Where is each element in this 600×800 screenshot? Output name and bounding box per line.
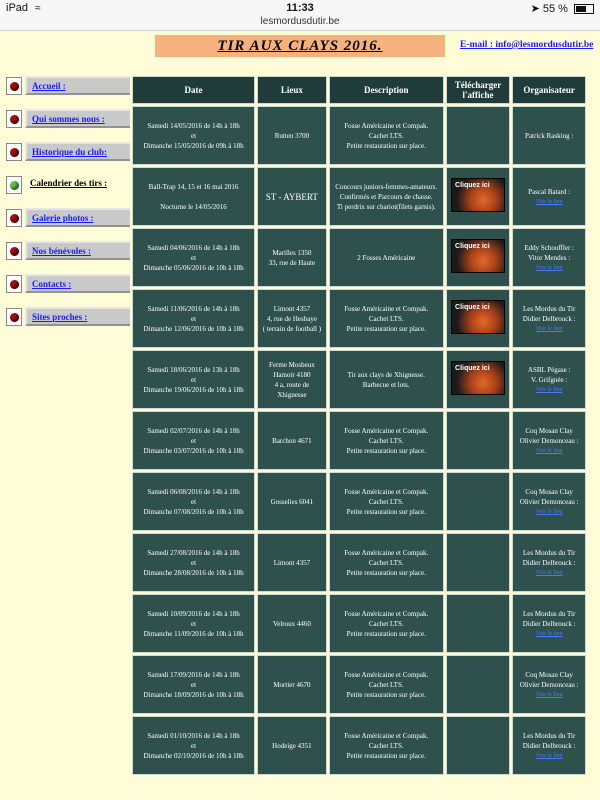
flyer-download-button[interactable] xyxy=(451,300,505,334)
status-right xyxy=(531,2,594,15)
table-header-row xyxy=(132,76,586,104)
cell-flyer xyxy=(446,350,511,409)
cell-date xyxy=(132,411,255,470)
table-row xyxy=(132,655,586,714)
header-lieux: Lieux xyxy=(257,76,327,104)
bullet-icon xyxy=(6,143,22,161)
cell-description-line: Fosse Américaine et Compak. xyxy=(344,121,429,130)
menu-item[interactable] xyxy=(6,208,130,231)
cell-description-line: Petite restauration sur place. xyxy=(346,568,426,577)
organizer-link[interactable]: Voir le lien xyxy=(535,447,563,454)
cell-description xyxy=(329,533,444,592)
organizer-link[interactable]: Voir le lien xyxy=(535,691,563,698)
cell-organisateur-line: Coq Mosan Clay xyxy=(525,670,573,679)
menu-item[interactable] xyxy=(6,142,130,165)
cell-organisateur-line: Olivier Demonceau : xyxy=(519,497,579,506)
events-table xyxy=(130,74,588,777)
table-body xyxy=(132,106,586,775)
table-row xyxy=(132,411,586,470)
cell-organisateur xyxy=(512,350,586,409)
cell-description xyxy=(329,228,444,287)
cell-organisateur xyxy=(512,411,586,470)
cell-description xyxy=(329,350,444,409)
cell-flyer xyxy=(446,716,511,775)
cell-organisateur-line: Eddy Schouffler : xyxy=(524,243,574,252)
cell-date-line: Samedi 01/10/2016 de 14h à 18h xyxy=(147,731,240,740)
flyer-label: Cliquez ici xyxy=(455,304,490,311)
cell-organisateur-line: Les Mordus du Tir xyxy=(522,731,576,740)
cell-date-line: Dimanche 07/08/2016 de 10h à 18h xyxy=(143,507,244,516)
page-title: TIR AUX CLAYS 2016. xyxy=(217,38,383,54)
cell-lieu xyxy=(257,594,327,653)
bullet-icon xyxy=(6,176,22,194)
cell-description xyxy=(329,106,444,165)
table-row xyxy=(132,716,586,775)
menu-link[interactable]: Accueil : xyxy=(25,76,133,95)
cell-organisateur xyxy=(512,472,586,531)
cell-date-line: et xyxy=(191,619,197,628)
cell-organisateur-line: Didier Delbrouck : xyxy=(522,314,576,323)
cell-organisateur-line: Les Mordus du Tir xyxy=(522,609,576,618)
table-row xyxy=(132,289,586,348)
menu-link[interactable]: Sites proches : xyxy=(25,307,133,326)
battery-percent: 55 % xyxy=(542,3,568,15)
organizer-link[interactable]: Voir le lien xyxy=(535,264,563,271)
cell-organisateur xyxy=(512,167,586,226)
cell-description xyxy=(329,655,444,714)
menu-item[interactable] xyxy=(6,274,130,297)
cell-date xyxy=(132,655,255,714)
cell-description-line: Confirmés et Parcours de chasse. xyxy=(339,192,433,201)
cell-description-line: Cachet LTS. xyxy=(368,680,404,689)
cell-date xyxy=(132,350,255,409)
menu-item[interactable] xyxy=(6,175,130,198)
cell-date-line: et xyxy=(191,558,197,567)
cell-date-line: Dimanche 05/06/2016 de 10h à 18h xyxy=(143,263,244,272)
header-download: Télécharger l'affiche xyxy=(446,76,511,104)
cell-organisateur-line: Les Mordus du Tir xyxy=(522,548,576,557)
cell-date xyxy=(132,289,255,348)
cell-description xyxy=(329,472,444,531)
cell-date xyxy=(132,167,255,226)
flyer-download-button[interactable] xyxy=(451,239,505,273)
clock: 11:33 xyxy=(286,2,314,14)
cell-date-line: Dimanche 03/07/2016 de 10h à 18h xyxy=(143,446,244,455)
cell-date-line: Samedi 14/05/2016 de 14h à 18h xyxy=(147,121,240,130)
cell-organisateur-line: Didier Delbrouck : xyxy=(522,741,576,750)
wifi-icon: ≈ xyxy=(35,3,41,14)
cell-date-line: Samedi 06/08/2016 de 14h à 18h xyxy=(147,487,240,496)
cell-date-line: Dimanche 15/05/2016 de 09h à 18h xyxy=(143,141,244,150)
cell-organisateur-line: Didier Delbrouck : xyxy=(522,558,576,567)
bullet-icon xyxy=(6,77,22,95)
cell-lieu xyxy=(257,716,327,775)
cell-organisateur xyxy=(512,594,586,653)
cell-description-line: Petite restauration sur place. xyxy=(346,507,426,516)
cell-lieu xyxy=(257,655,327,714)
cell-description xyxy=(329,289,444,348)
cell-flyer xyxy=(446,106,511,165)
header-description: Description xyxy=(329,76,444,104)
cell-lieu-line: Hodeige 4351 xyxy=(272,741,312,750)
bullet-icon xyxy=(6,275,22,293)
table-row xyxy=(132,167,586,226)
bullet-icon xyxy=(6,110,22,128)
menu-item[interactable] xyxy=(6,76,130,99)
email-link[interactable]: E-mail : info@lesmordusdutir.be xyxy=(460,40,594,50)
bullet-icon xyxy=(6,308,22,326)
cell-lieu-line: Xhignesse xyxy=(277,390,307,399)
cell-description-line: Cachet LTS. xyxy=(368,619,404,628)
cell-lieu-line: Hamoir 4180 xyxy=(273,370,311,379)
table-row xyxy=(132,106,586,165)
cell-flyer xyxy=(446,655,511,714)
cell-date-line: et xyxy=(191,314,197,323)
cell-date-line: Dimanche 02/10/2016 de 10h à 18h xyxy=(143,751,244,760)
cell-flyer xyxy=(446,411,511,470)
header-date: Date xyxy=(132,76,255,104)
table-row xyxy=(132,472,586,531)
cell-lieu-line: ST - AYBERT xyxy=(265,191,318,202)
cell-lieu xyxy=(257,167,327,226)
cell-date-line: Samedi 10/09/2016 de 14h à 18h xyxy=(147,609,240,618)
cell-organisateur-line: Pascal Batard : xyxy=(528,187,571,196)
cell-date-line: et xyxy=(191,680,197,689)
bullet-icon xyxy=(6,209,22,227)
cell-date xyxy=(132,716,255,775)
cell-lieu-line: Limont 4357 xyxy=(273,304,311,313)
cell-flyer xyxy=(446,472,511,531)
cell-description xyxy=(329,167,444,226)
address-bar[interactable]: lesmordusdutir.be xyxy=(260,16,340,27)
cell-organisateur-line: Coq Mosan Clay xyxy=(525,487,573,496)
header-organisateur: Organisateur xyxy=(512,76,586,104)
cell-lieu-line: Ferme Mosbeux xyxy=(269,360,315,369)
organizer-link[interactable]: Voir le lien xyxy=(535,386,563,393)
cell-organisateur xyxy=(512,106,586,165)
cell-lieu xyxy=(257,228,327,287)
cell-date-line: et xyxy=(191,497,197,506)
cell-date-line: Dimanche 11/09/2016 de 10h à 18h xyxy=(143,629,244,638)
cell-description-line: Barbecue et lots. xyxy=(362,380,410,389)
cell-lieu xyxy=(257,533,327,592)
cell-description-line: Cachet LTS. xyxy=(368,131,404,140)
side-menu xyxy=(6,76,130,340)
organizer-link[interactable]: Voir le lien xyxy=(535,508,563,515)
cell-lieu-line: Rutten 3700 xyxy=(274,131,310,140)
cell-date-line: et xyxy=(191,741,197,750)
cell-lieu-line: Limont 4357 xyxy=(273,558,311,567)
cell-date-line: Samedi 02/07/2016 de 14h à 18h xyxy=(147,426,240,435)
organizer-link[interactable]: Voir le lien xyxy=(535,569,563,576)
flyer-label: Cliquez ici xyxy=(455,365,490,372)
organizer-link[interactable]: Voir le lien xyxy=(535,752,563,759)
cell-date-line: Samedi 27/08/2016 de 14h à 18h xyxy=(147,548,240,557)
cell-organisateur xyxy=(512,228,586,287)
organizer-link[interactable]: Voir le lien xyxy=(535,630,563,637)
menu-link[interactable]: Contacts : xyxy=(25,274,133,293)
cell-flyer xyxy=(446,289,511,348)
flyer-download-button[interactable] xyxy=(451,178,505,212)
cell-description-line: Fosse Américaine et Compak. xyxy=(344,304,429,313)
cell-lieu-line: Barchon 4671 xyxy=(272,436,312,445)
cell-lieu xyxy=(257,289,327,348)
cell-description-line: Concours juniors-femmes-amateurs. xyxy=(335,182,438,191)
cell-flyer xyxy=(446,228,511,287)
cell-lieu-line: Marilles 1350 xyxy=(272,248,312,257)
cell-description-line: Cachet LTS. xyxy=(368,497,404,506)
menu-link[interactable]: Galerie photos : xyxy=(25,208,133,227)
cell-description-line: Petite restauration sur place. xyxy=(346,751,426,760)
cell-lieu-line: 4 a, route de xyxy=(274,380,310,389)
battery-icon xyxy=(574,4,594,14)
menu-link[interactable]: Historique du club: xyxy=(25,142,133,161)
table-row xyxy=(132,533,586,592)
cell-date-line xyxy=(136,192,251,202)
cell-description-line: Petite restauration sur place. xyxy=(346,324,426,333)
bullet-icon xyxy=(6,242,22,260)
cell-date-line: Samedi 18/06/2016 de 13h à 18h xyxy=(147,365,240,374)
cell-organisateur xyxy=(512,716,586,775)
cell-organisateur xyxy=(512,655,586,714)
cell-description-line: Ti perdrix sur chariot(filets garnis). xyxy=(336,202,436,211)
menu-link[interactable]: Nos bénévoles : xyxy=(25,241,133,260)
cell-lieu-line: ( terrain de football ) xyxy=(262,324,322,333)
menu-item[interactable] xyxy=(6,109,130,132)
cell-date-line: Samedi 04/06/2016 de 14h à 18h xyxy=(147,243,240,252)
cell-date-line: Dimanche 19/06/2016 de 10h à 18h xyxy=(143,385,244,394)
cell-date-line: Samedi 11/06/2016 de 14h à 18h xyxy=(147,304,240,313)
cell-organisateur-line: Vitor Mendes : xyxy=(528,253,571,262)
menu-link[interactable]: Calendrier des tirs : xyxy=(30,178,108,188)
table-row xyxy=(132,594,586,653)
cell-organisateur xyxy=(512,289,586,348)
flyer-label: Cliquez ici xyxy=(455,182,490,189)
cell-description-line: Fosse Américaine et Compak. xyxy=(344,426,429,435)
cell-flyer xyxy=(446,594,511,653)
menu-item[interactable] xyxy=(6,307,130,330)
cell-date xyxy=(132,533,255,592)
cell-organisateur-line: Les Mordus du Tir xyxy=(522,304,576,313)
organizer-link[interactable]: Voir le lien xyxy=(535,198,563,205)
device-name: iPad xyxy=(6,2,29,14)
cell-organisateur-line: V. Grifgnée : xyxy=(531,375,568,384)
cell-date-line: Dimanche 18/09/2016 de 10h à 18h xyxy=(143,690,244,699)
cell-date xyxy=(132,228,255,287)
cell-description-line: 2 Fosses Américaine xyxy=(357,253,416,262)
cell-organisateur xyxy=(512,533,586,592)
cell-date xyxy=(132,594,255,653)
cell-date-line: et xyxy=(191,436,197,445)
menu-link[interactable]: Qui sommes nous : xyxy=(25,109,133,128)
cell-description-line: Cachet LTS. xyxy=(368,314,404,323)
cell-description-line: Cachet LTS. xyxy=(368,741,404,750)
flyer-download-button[interactable] xyxy=(451,361,505,395)
cell-organisateur-line: Olivier Demonceau : xyxy=(519,680,579,689)
menu-item[interactable] xyxy=(6,241,130,264)
cell-description-line: Cachet LTS. xyxy=(368,558,404,567)
cell-description-line: Fosse Américaine et Compak. xyxy=(344,609,429,618)
cell-lieu xyxy=(257,411,327,470)
cell-description-line: Fosse Américaine et Compak. xyxy=(344,731,429,740)
cell-date xyxy=(132,472,255,531)
cell-organisateur-line: Patrick Rasking : xyxy=(525,131,574,140)
cell-description xyxy=(329,716,444,775)
cell-date-line: et xyxy=(191,375,197,384)
cell-lieu-line: Velroux 4460 xyxy=(272,619,311,628)
cell-description-line: Petite restauration sur place. xyxy=(346,141,426,150)
flyer-label: Cliquez ici xyxy=(455,243,490,250)
cell-description-line: Fosse Américaine et Compak. xyxy=(344,548,429,557)
cell-organisateur-line: ASBL Pégase : xyxy=(527,365,571,374)
cell-date xyxy=(132,106,255,165)
status-bar xyxy=(0,0,600,31)
cell-lieu-line: 33, rue de Haute xyxy=(268,258,316,267)
cell-organisateur-line: Coq Mosan Clay xyxy=(525,426,573,435)
table-row xyxy=(132,350,586,409)
cell-organisateur-line: Olivier Demonceau : xyxy=(519,436,579,445)
cell-lieu-line: 4, rue de Hesbaye xyxy=(266,314,317,323)
cell-date-line: Samedi 17/09/2016 de 14h à 18h xyxy=(147,670,240,679)
cell-description-line: Fosse Américaine et Compak. xyxy=(344,670,429,679)
cell-flyer xyxy=(446,167,511,226)
cell-lieu xyxy=(257,350,327,409)
cell-lieu-line: Gosselies 6041 xyxy=(270,497,314,506)
cell-description-line: Tir aux clays de Xhignesse. xyxy=(347,370,425,379)
cell-date-line: et xyxy=(191,131,197,140)
cell-description-line: Petite restauration sur place. xyxy=(346,690,426,699)
location-icon: ➤ xyxy=(530,3,540,15)
cell-description-line: Cachet LTS. xyxy=(368,436,404,445)
cell-lieu xyxy=(257,106,327,165)
cell-lieu xyxy=(257,472,327,531)
cell-date-line: Nocturne le 14/05/2016 xyxy=(160,202,227,211)
cell-description-line: Petite restauration sur place. xyxy=(346,629,426,638)
cell-date-line: et xyxy=(191,253,197,262)
cell-lieu-line: Mortier 4670 xyxy=(273,680,311,689)
page-title-banner xyxy=(155,35,445,57)
events-table-container xyxy=(130,74,588,794)
cell-date-line: Ball-Trap 14, 15 et 16 mai 2016 xyxy=(148,182,239,191)
organizer-link[interactable]: Voir le lien xyxy=(535,325,563,332)
cell-flyer xyxy=(446,533,511,592)
cell-date-line: Dimanche 12/06/2016 de 10h à 18h xyxy=(143,324,244,333)
cell-description-line: Fosse Américaine et Compak. xyxy=(344,487,429,496)
cell-description xyxy=(329,594,444,653)
cell-description-line: Petite restauration sur place. xyxy=(346,446,426,455)
cell-description xyxy=(329,411,444,470)
table-row xyxy=(132,228,586,287)
cell-date-line: Dimanche 28/08/2016 de 10h à 18h xyxy=(143,568,244,577)
cell-organisateur-line: Didier Delbrouck : xyxy=(522,619,576,628)
